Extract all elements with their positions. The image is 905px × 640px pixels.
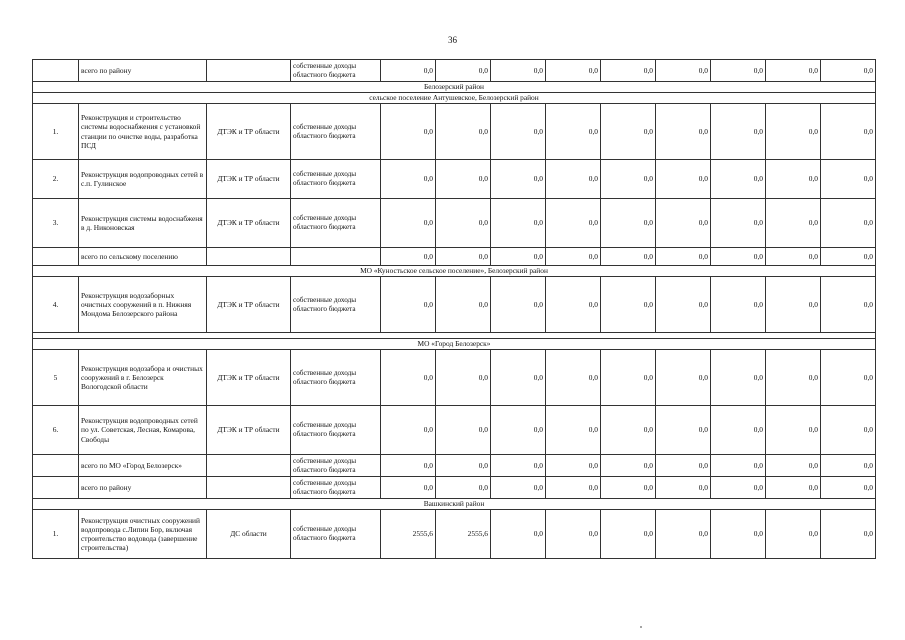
funding-source: собственные доходы областного бюджета: [291, 104, 381, 160]
value-cell: 0,0: [381, 160, 436, 199]
value-cell: 0,0: [546, 277, 601, 333]
executor: [207, 455, 291, 477]
value-cell: 0,0: [656, 160, 711, 199]
project-name: Реконструкция водопроводных сетей в с.п. Гулинское: [79, 160, 207, 199]
value-cell: 0,0: [601, 477, 656, 499]
value-cell: 0,0: [436, 104, 491, 160]
value-cell: 0,0: [601, 277, 656, 333]
project-name: Реконструкция водозаборных очистных сооружений в п. Нижняя Мондома Белозерского района: [79, 277, 207, 333]
value-cell: 0,0: [381, 406, 436, 455]
value-cell: 0,0: [656, 510, 711, 559]
row-number: [33, 455, 79, 477]
value-cell: 0,0: [491, 406, 546, 455]
value-cell: 0,0: [546, 406, 601, 455]
value-cell: 0,0: [491, 477, 546, 499]
project-name: Реконструкция очистных сооружений водопровода с.Липин Бор, включая строительство водовода (завершение строительства): [79, 510, 207, 559]
executor: ДТЭК и ТР области: [207, 160, 291, 199]
value-cell: 0,0: [546, 60, 601, 82]
row-number: 3.: [33, 199, 79, 248]
value-cell: 0,0: [381, 104, 436, 160]
value-cell: 0,0: [601, 406, 656, 455]
value-cell: 0,0: [821, 477, 876, 499]
row-number: 6.: [33, 406, 79, 455]
section-row: [33, 339, 876, 350]
pen-mark: [640, 626, 642, 628]
value-cell: 0,0: [656, 60, 711, 82]
project-name: Реконструкция водозабора и очистных сооружений в г. Белозерск Вологодской области: [79, 350, 207, 406]
value-cell: 0,0: [491, 160, 546, 199]
value-cell: 0,0: [711, 477, 766, 499]
value-cell: 0,0: [491, 277, 546, 333]
value-cell: 0,0: [766, 199, 821, 248]
value-cell: 0,0: [656, 104, 711, 160]
executor: ДТЭК и ТР области: [207, 199, 291, 248]
value-cell: 0,0: [766, 277, 821, 333]
value-cell: 0,0: [766, 477, 821, 499]
value-cell: 0,0: [546, 199, 601, 248]
value-cell: 0,0: [766, 455, 821, 477]
value-cell: 0,0: [656, 277, 711, 333]
value-cell: 0,0: [491, 104, 546, 160]
value-cell: 0,0: [491, 199, 546, 248]
project-name: всего по району: [79, 60, 207, 82]
value-cell: 0,0: [656, 199, 711, 248]
budget-table: [32, 59, 876, 559]
executor: [207, 477, 291, 499]
funding-source: собственные доходы областного бюджета: [291, 350, 381, 406]
value-cell: 0,0: [381, 277, 436, 333]
project-name: Реконструкция и строительство системы водоснабжения с установкой станции по очистке воды, разработка ПСД: [79, 104, 207, 160]
value-cell: 0,0: [766, 350, 821, 406]
value-cell: 0,0: [711, 199, 766, 248]
value-cell: 0,0: [821, 248, 876, 266]
value-cell: 0,0: [491, 350, 546, 406]
row-number: [33, 60, 79, 82]
value-cell: 0,0: [766, 406, 821, 455]
total-row: [33, 60, 876, 82]
section-title: МО «Город Белозерск»: [33, 339, 876, 350]
table-row: [33, 510, 876, 559]
value-cell: 0,0: [766, 104, 821, 160]
funding-source: [291, 248, 381, 266]
value-cell: 0,0: [656, 477, 711, 499]
row-number: [33, 248, 79, 266]
row-number: 1.: [33, 510, 79, 559]
value-cell: 0,0: [436, 248, 491, 266]
funding-source: собственные доходы областного бюджета: [291, 406, 381, 455]
funding-source: собственные доходы областного бюджета: [291, 510, 381, 559]
value-cell: 0,0: [546, 350, 601, 406]
value-cell: 0,0: [656, 455, 711, 477]
table-row: [33, 350, 876, 406]
value-cell: 0,0: [601, 104, 656, 160]
table-row: [33, 199, 876, 248]
section-title: сельское поселение Антушевское, Белозерский район: [33, 93, 876, 104]
funding-source: собственные доходы областного бюджета: [291, 455, 381, 477]
value-cell: 0,0: [491, 60, 546, 82]
value-cell: 0,0: [381, 455, 436, 477]
value-cell: 0,0: [656, 406, 711, 455]
value-cell: 0,0: [601, 60, 656, 82]
value-cell: 0,0: [546, 477, 601, 499]
total-row: [33, 477, 876, 499]
value-cell: 0,0: [491, 455, 546, 477]
value-cell: 0,0: [601, 199, 656, 248]
value-cell: 0,0: [656, 350, 711, 406]
value-cell: 0,0: [711, 455, 766, 477]
page-number: 36: [448, 35, 457, 45]
row-number: 5: [33, 350, 79, 406]
value-cell: 0,0: [381, 60, 436, 82]
value-cell: 0,0: [821, 199, 876, 248]
value-cell: 0,0: [546, 160, 601, 199]
value-cell: 0,0: [711, 160, 766, 199]
value-cell: 0,0: [821, 406, 876, 455]
value-cell: 2555,6: [436, 510, 491, 559]
project-name: всего по МО «Город Белозерск»: [79, 455, 207, 477]
funding-source: собственные доходы областного бюджета: [291, 160, 381, 199]
value-cell: 0,0: [766, 60, 821, 82]
value-cell: 0,0: [491, 510, 546, 559]
table-row: [33, 160, 876, 199]
executor: ДТЭК и ТР области: [207, 350, 291, 406]
value-cell: 0,0: [711, 406, 766, 455]
funding-source: собственные доходы областного бюджета: [291, 277, 381, 333]
value-cell: 0,0: [711, 248, 766, 266]
funding-source: собственные доходы областного бюджета: [291, 477, 381, 499]
row-number: 2.: [33, 160, 79, 199]
executor: ДС области: [207, 510, 291, 559]
value-cell: 0,0: [436, 455, 491, 477]
value-cell: 0,0: [381, 248, 436, 266]
value-cell: 0,0: [711, 60, 766, 82]
value-cell: 0,0: [711, 350, 766, 406]
value-cell: 0,0: [546, 248, 601, 266]
value-cell: 0,0: [436, 350, 491, 406]
value-cell: 0,0: [381, 350, 436, 406]
section-row: [33, 266, 876, 277]
value-cell: 0,0: [436, 160, 491, 199]
value-cell: 0,0: [546, 455, 601, 477]
value-cell: 0,0: [821, 104, 876, 160]
value-cell: 2555,6: [381, 510, 436, 559]
value-cell: 0,0: [821, 160, 876, 199]
project-name: всего по сельскому поселению: [79, 248, 207, 266]
value-cell: 0,0: [821, 60, 876, 82]
value-cell: 0,0: [601, 510, 656, 559]
table-row: [33, 104, 876, 160]
value-cell: 0,0: [436, 477, 491, 499]
funding-source: собственные доходы областного бюджета: [291, 60, 381, 82]
section-title: Вашкинский район: [33, 499, 876, 510]
project-name: Реконструкция системы водоснабженя в д. Никоновская: [79, 199, 207, 248]
section-row: [33, 93, 876, 104]
value-cell: 0,0: [711, 277, 766, 333]
section-row: [33, 499, 876, 510]
total-row: [33, 455, 876, 477]
value-cell: 0,0: [766, 248, 821, 266]
value-cell: 0,0: [491, 248, 546, 266]
value-cell: 0,0: [436, 199, 491, 248]
row-number: 4.: [33, 277, 79, 333]
value-cell: 0,0: [766, 160, 821, 199]
value-cell: 0,0: [711, 510, 766, 559]
executor: ДТЭК и ТР области: [207, 406, 291, 455]
value-cell: 0,0: [601, 248, 656, 266]
funding-source: собственные доходы областного бюджета: [291, 199, 381, 248]
row-number: 1.: [33, 104, 79, 160]
row-number: [33, 477, 79, 499]
value-cell: 0,0: [381, 477, 436, 499]
section-title: МО «Куностьское сельское поселение», Белозерский район: [33, 266, 876, 277]
value-cell: 0,0: [381, 199, 436, 248]
value-cell: 0,0: [601, 350, 656, 406]
value-cell: 0,0: [656, 248, 711, 266]
total-row: [33, 248, 876, 266]
project-name: Реконструкция водопроводных сетей по ул. Советская, Лесная, Комарова, Свободы: [79, 406, 207, 455]
value-cell: 0,0: [711, 104, 766, 160]
value-cell: 0,0: [546, 104, 601, 160]
value-cell: 0,0: [821, 350, 876, 406]
executor: [207, 248, 291, 266]
executor: ДТЭК и ТР области: [207, 277, 291, 333]
value-cell: 0,0: [821, 510, 876, 559]
section-row: [33, 82, 876, 93]
value-cell: 0,0: [601, 455, 656, 477]
table-row: [33, 277, 876, 333]
executor: ДТЭК и ТР области: [207, 104, 291, 160]
value-cell: 0,0: [821, 455, 876, 477]
value-cell: 0,0: [546, 510, 601, 559]
value-cell: 0,0: [601, 160, 656, 199]
value-cell: 0,0: [436, 60, 491, 82]
project-name: всего по району: [79, 477, 207, 499]
value-cell: 0,0: [766, 510, 821, 559]
value-cell: 0,0: [821, 277, 876, 333]
value-cell: 0,0: [436, 277, 491, 333]
value-cell: 0,0: [436, 406, 491, 455]
table-row: [33, 406, 876, 455]
section-title: Белозерский район: [33, 82, 876, 93]
executor: [207, 60, 291, 82]
